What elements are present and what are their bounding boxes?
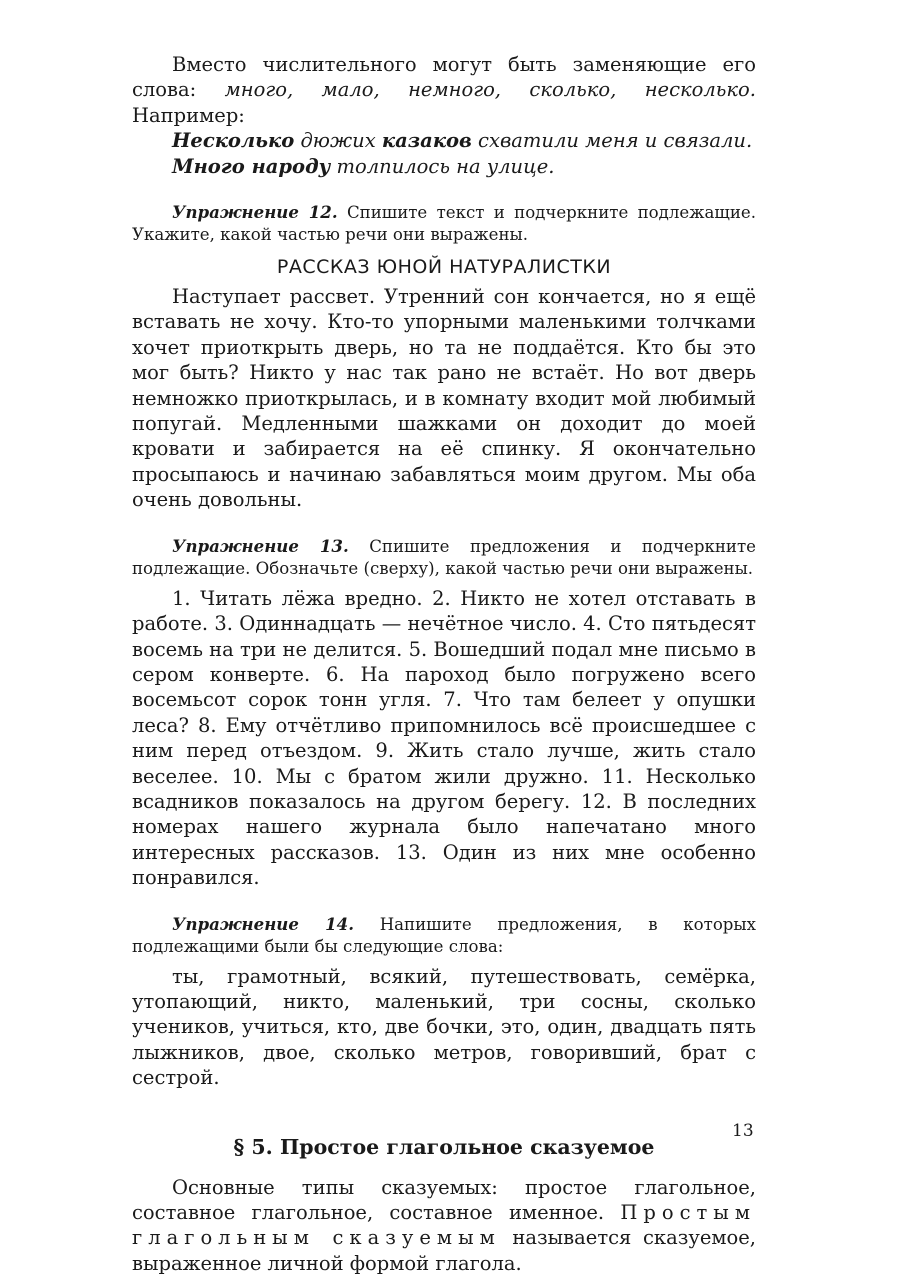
exercise-13-instructions: Спишите предложения и подчеркните подлежащие. Обозначьте (сверху), какой частью речи они выражены. [132,536,756,578]
exercise-12-text: Наступает рассвет. Утренний сон кончается, но я ещё вставать не хочу. Кто-то упорными маленькими толчками хочет приоткрыть дверь, но та не поддаётся. Кто бы это мог быть? Никто у нас так рано не встаёт. Но вот дверь немножко приоткрылась, и в комнату входит мой любимый попугай. Медленными шажками он доходит до моей кровати и забирается на её спинку. Я окончательно просыпаюсь и начинаю забавляться моим другом. Мы оба очень довольны. [132,285,756,512]
exercise-14-instructions: Напишите предложения, в которых подлежащими были бы следующие слова: [132,914,756,956]
intro-words: много, мало, немного, сколько, несколько. [224,78,756,102]
example-1-rest: схватили меня и связали. [471,129,753,153]
example-sentence-2 [132,154,756,179]
exercise-12-task [132,201,756,246]
exercise-12-instructions: Спишите текст и подчеркните подлежащие. Укажите, какой частью речи они выражены. [132,203,756,245]
example-2-rest: толпилось на улице. [330,154,555,178]
exercise-14-text: ты, грамотный, всякий, путешествовать, семёрка, утопающий, никто, маленький, три сосны, сколько учеников, учиться, кто, две бочки, это, один, двадцать пять лыжников, двое, сколько метров, говоривший, брат с сестрой. [132,964,756,1090]
section-5-term: Простым глагольным сказуемым [132,1201,756,1250]
story-title: РАССКАЗ ЮНОЙ НАТУРАЛИСТКИ [276,256,612,279]
page-number: 13 [732,1121,754,1141]
section-5-text [132,1175,756,1276]
example-sentence-1 [132,128,756,153]
section-5-text-end: называется сказуемое, выраженное личной формой глагола. [132,1226,757,1275]
intro-text: Вместо числительного могут быть заменяющие его слова: [132,53,756,102]
intro-example-label: Например: [132,103,245,127]
exercise-14-task [132,913,756,958]
section-5-title: § 5. Простое глагольное сказуемое [233,1134,655,1159]
exercise-12-heading: Упражнение 12. [172,202,338,223]
example-1-mid: дюжих [294,129,382,153]
example-1-subject: Несколько [172,129,295,153]
exercise-13-heading: Упражнение 13. [172,535,349,556]
exercise-13-task [132,535,756,580]
exercise-14-heading: Упражнение 14. [172,913,354,934]
example-1-subject-noun: казаков [381,129,472,153]
intro-paragraph [132,52,756,128]
exercise-13-text: 1. Читать лёжа вредно. 2. Никто не хотел отставать в работе. 3. Одиннадцать — нечётное число. 4. Сто пятьдесят восемь на три не делится. 5. Вошедший подал мне письмо в сером конверте. 6. На пароход было погружено всего восемьсот сорок тонн угля. 7. Что там белеет у опушки леса? 8. Ему отчётливо припомнилось всё происшедшее с ним перед отъездом. 9. Жить стало лучше, жить стало веселее. 10. Мы с братом жили дружно. 11. Несколько всадников показалось на другом берегу. 12. В последних номерах нашего журнала было напечатано много интересных рассказов. 13. Один из них мне особенно понравился. [132,586,756,890]
example-2-subject: Много народу [172,154,331,178]
section-5-text-start: Основные типы сказуемых: простое глагольное, составное глагольное, составное именное. [132,1175,756,1224]
page-content [132,52,756,1276]
